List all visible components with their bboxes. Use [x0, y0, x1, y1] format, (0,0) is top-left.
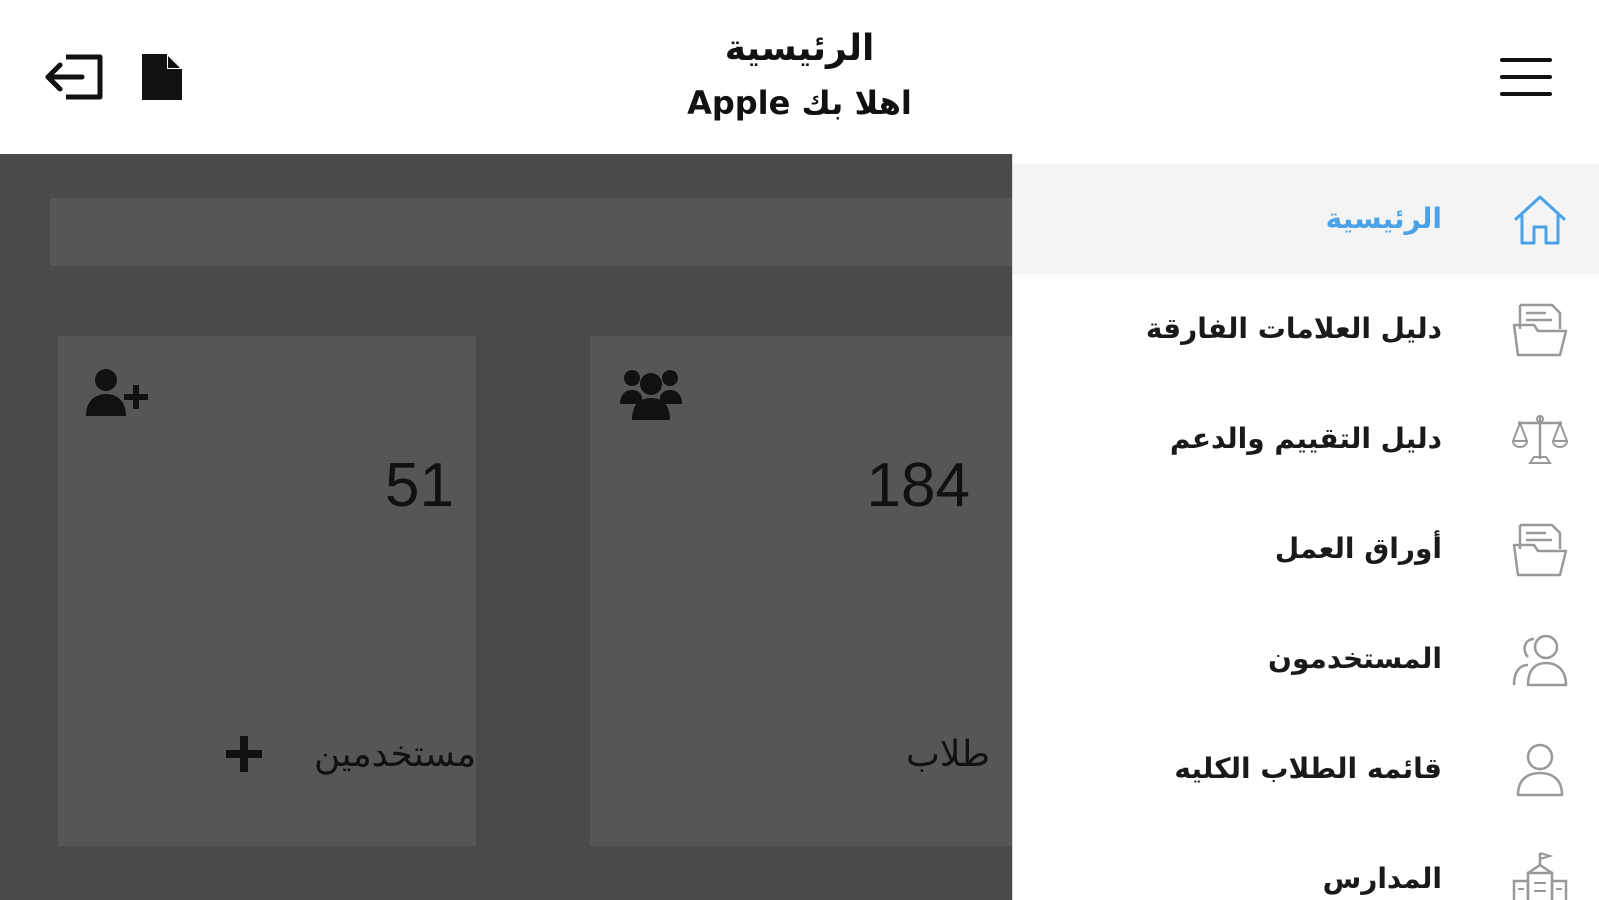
menu-item-home[interactable]	[1013, 164, 1599, 274]
menu-item-all-students[interactable]	[1013, 714, 1599, 824]
user-plus-icon	[86, 366, 150, 418]
menu-item-milestones-guide[interactable]	[1013, 274, 1599, 384]
search-bar[interactable]	[50, 198, 1012, 266]
users-icon	[1510, 629, 1570, 689]
dashboard-content	[0, 154, 1012, 900]
scales-icon	[1510, 409, 1570, 469]
students-label: طلاب	[905, 734, 990, 775]
folder-doc-icon	[1510, 299, 1570, 359]
top-bar	[0, 0, 1599, 155]
menu-item-label: المستخدمون	[1268, 642, 1442, 675]
document-icon	[140, 52, 184, 102]
document-button[interactable]	[132, 44, 192, 110]
home-icon	[1510, 189, 1570, 249]
hamburger-icon	[1498, 55, 1554, 99]
menu-item-label: دليل التقييم والدعم	[1169, 422, 1442, 455]
plus-icon[interactable]	[224, 734, 264, 774]
menu-item-users[interactable]	[1013, 604, 1599, 714]
menu-item-label: المدارس	[1322, 862, 1442, 895]
side-menu	[1012, 154, 1599, 900]
users-count: 51	[385, 451, 454, 520]
menu-item-label: قائمه الطلاب الكليه	[1174, 752, 1442, 785]
users-group-icon	[620, 366, 682, 422]
page-title: الرئيسية	[724, 28, 875, 69]
menu-item-label: أوراق العمل	[1274, 532, 1442, 565]
menu-item-schools[interactable]	[1013, 824, 1599, 900]
menu-item-worksheets[interactable]	[1013, 494, 1599, 604]
logout-button[interactable]	[36, 44, 112, 110]
menu-item-assessment-guide[interactable]	[1013, 384, 1599, 494]
users-label: مستخدمين	[314, 734, 476, 775]
menu-item-label: الرئيسية	[1325, 202, 1442, 235]
menu-button[interactable]	[1488, 44, 1564, 110]
welcome-text: اهلا بك Apple	[687, 84, 912, 122]
menu-item-label: دليل العلامات الفارقة	[1145, 312, 1442, 345]
students-count: 184	[866, 451, 970, 520]
students-card[interactable]	[590, 336, 1012, 846]
users-card[interactable]	[58, 336, 476, 846]
logout-icon	[44, 51, 104, 103]
folder-doc-icon	[1510, 519, 1570, 579]
school-icon	[1510, 849, 1570, 900]
user-icon	[1510, 739, 1570, 799]
